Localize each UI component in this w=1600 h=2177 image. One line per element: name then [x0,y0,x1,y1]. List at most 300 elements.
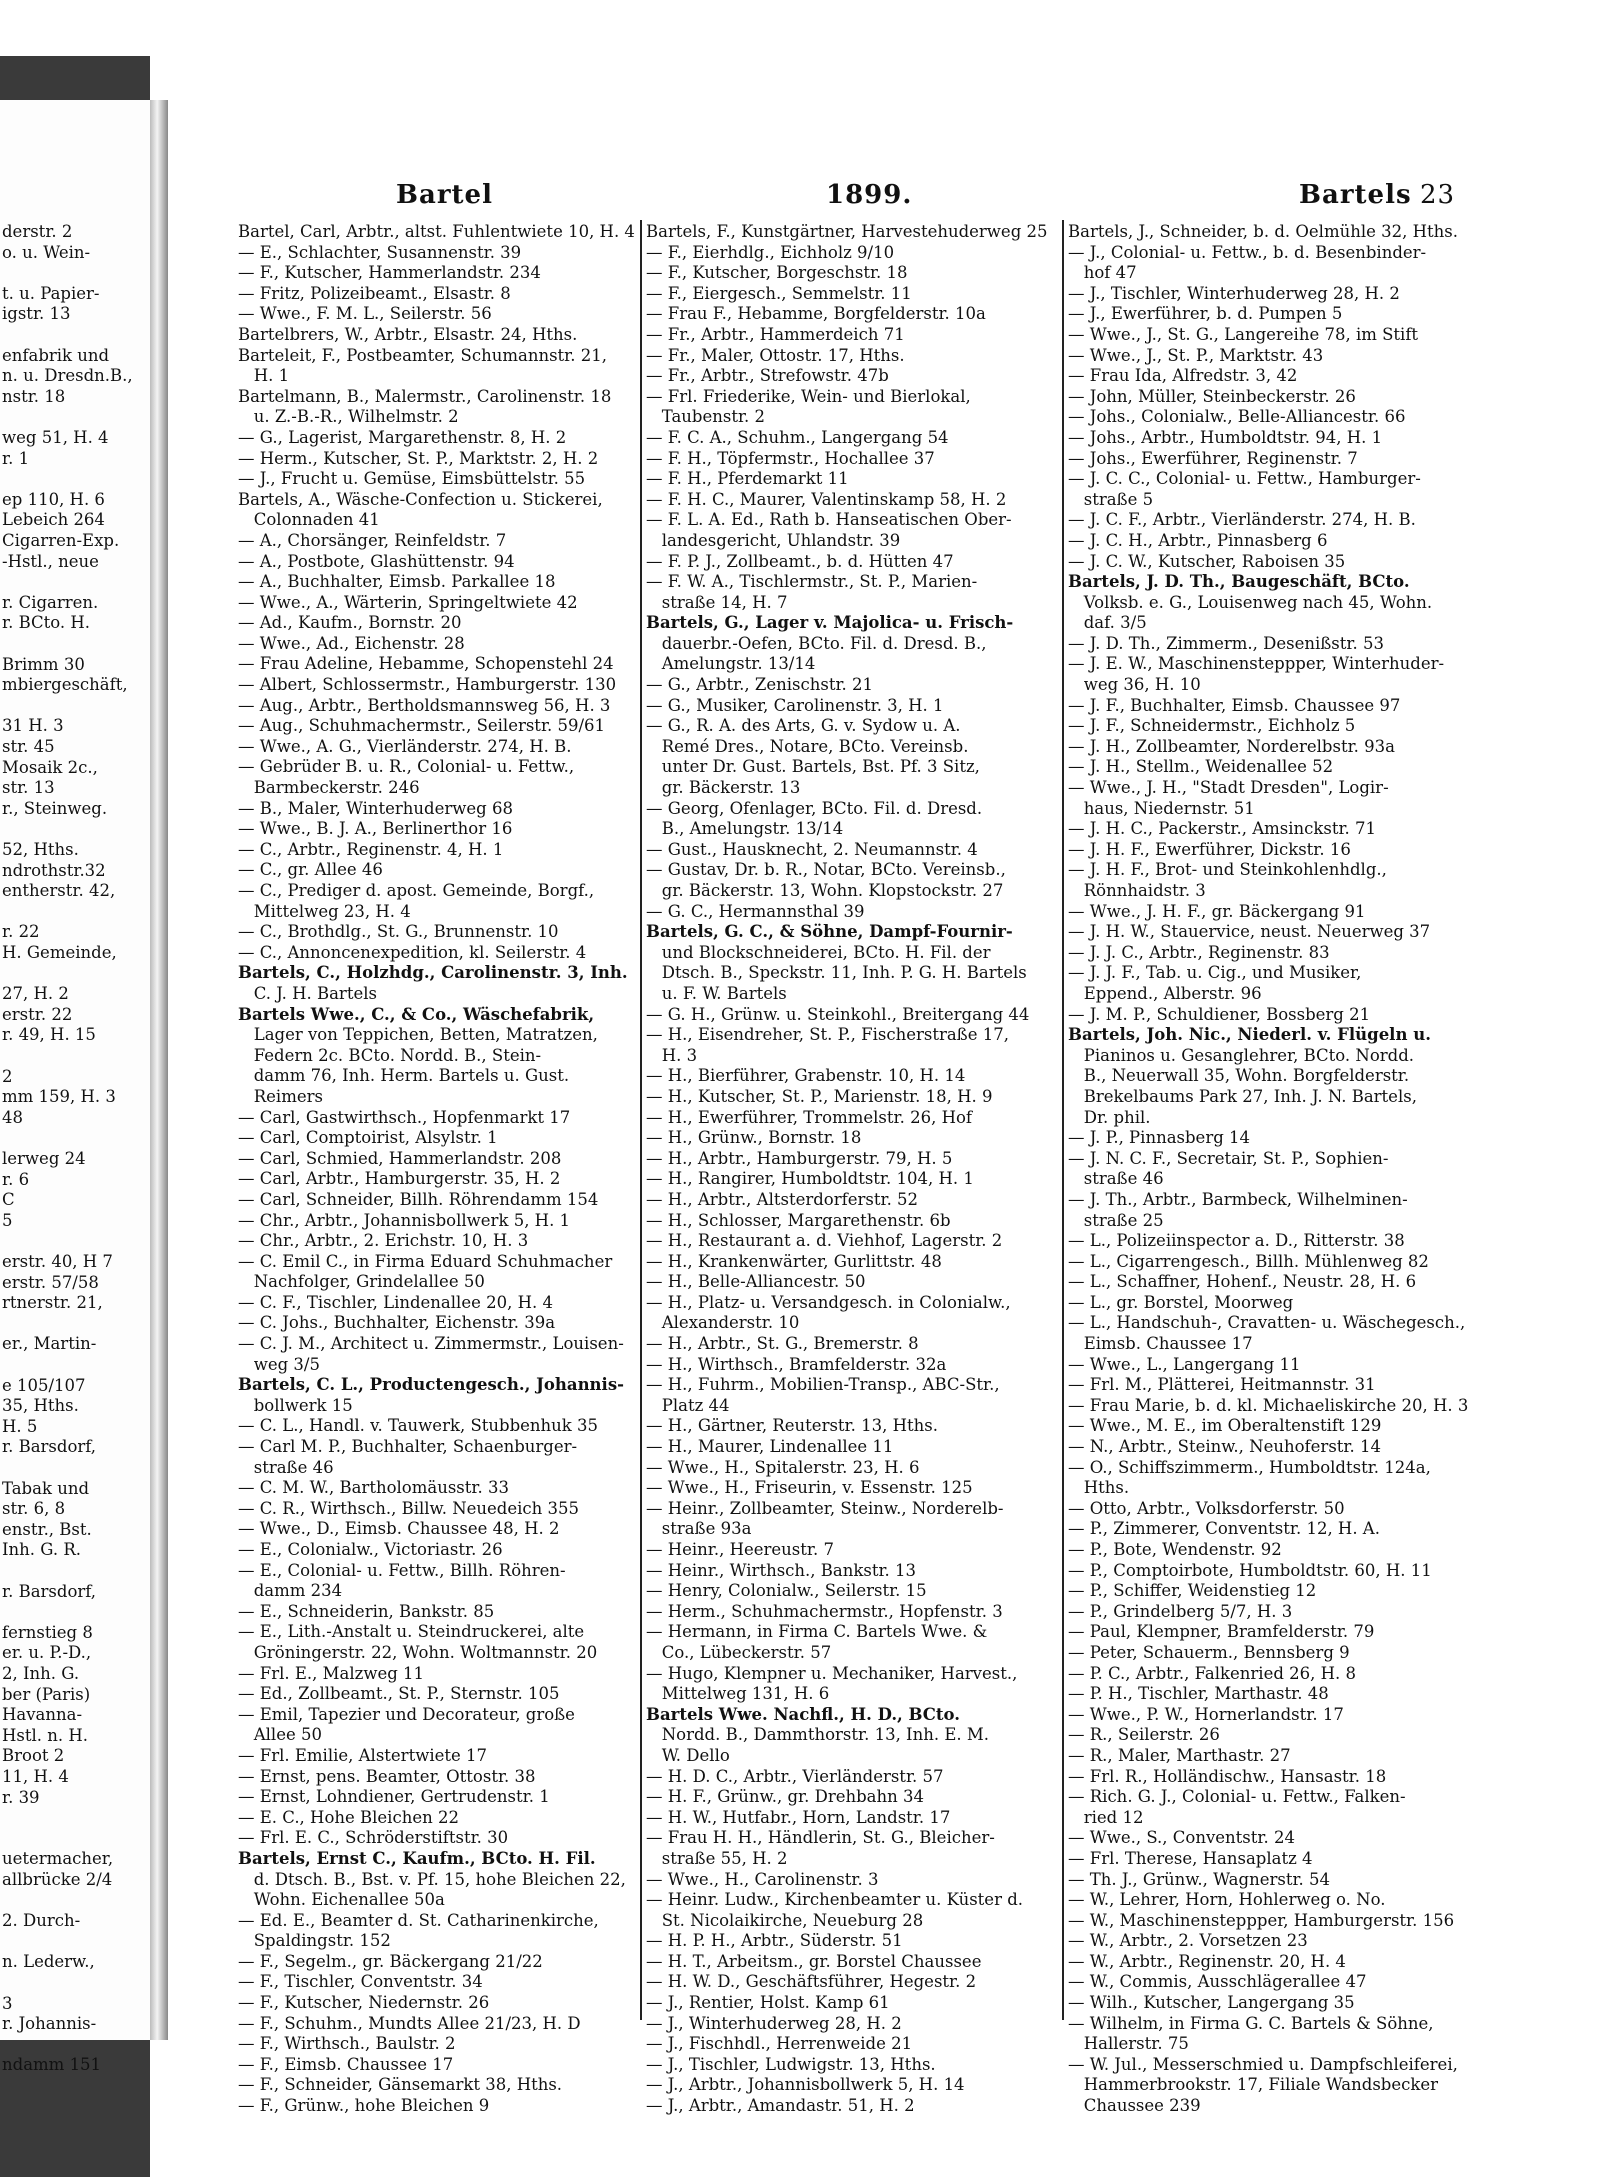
left-page-fragment: derstr. 2 [2,222,73,241]
directory-entry: Bartels, F., Kunstgärtner, Harvestehuderweg 25 [646,222,1048,241]
directory-entry: Mittelweg 23, H. 4 [238,901,411,921]
directory-entry: W. Dello [646,1745,730,1765]
directory-entry: — F., Schuhm., Mundts Allee 21/23, H. D [238,2013,581,2033]
directory-entry: — J. D. Th., Zimmerm., Desenißstr. 53 [1068,633,1384,653]
directory-entry: — Wwe., J., St. G., Langereihe 78, im Stift [1068,324,1419,344]
left-page-fragment: e 105/107 [2,1375,86,1395]
directory-entry: — Chr., Arbtr., 2. Erichstr. 10, H. 3 [238,1231,529,1251]
directory-entry: Remé Dres., Notare, BCto. Vereinsb. [646,736,969,756]
directory-entry: Colonnaden 41 [238,510,380,530]
directory-entry: gr. Bäckerstr. 13, Wohn. Klopstockstr. 27 [646,881,1004,900]
left-page-fragment: nstr. 18 [2,386,66,406]
directory-entry: — J., Frucht u. Gemüse, Eimsbüttelstr. 55 [238,469,586,489]
directory-entry: B., Amelungstr. 13/14 [646,819,844,839]
directory-entry: — Henry, Colonialw., Seilerstr. 15 [646,1581,927,1601]
directory-entry: Bartels, G. C., & Söhne, Dampf-Fournir- [646,922,1013,942]
directory-entry: — J., Arbtr., Johannisbollwerk 5, H. 14 [646,2075,965,2095]
directory-entry: — Johs., Ewerführer, Reginenstr. 7 [1068,448,1358,468]
left-page-edge [0,100,158,2075]
directory-entry: — Frau Adeline, Hebamme, Schopenstehl 24 [238,654,614,674]
directory-entry: Bartels, Ernst C., Kaufm., BCto. H. Fil. [238,1848,596,1868]
directory-entry: — G., Musiker, Carolinenstr. 3, H. 1 [646,695,944,715]
left-page-fragment: Cigarren-Exp. [2,531,120,550]
directory-entry: — H. W., Hutfabr., Horn, Landstr. 17 [646,1807,951,1827]
directory-entry: — J., Tischler, Winterhuderweg 28, H. 2 [1068,283,1400,303]
directory-entry: — Carl, Gastwirthsch., Hopfenmarkt 17 [238,1107,571,1127]
directory-entry: — J. H. W., Stauervice, neust. Neuerweg 37 [1068,922,1431,942]
left-page-fragment: -Hstl., neue [2,551,99,571]
directory-entry: — H., Arbtr., Altsterdorferstr. 52 [646,1189,919,1209]
left-page-fragment: ndamm 151 [2,2055,102,2075]
directory-entry: C. J. H. Bartels [238,983,377,1003]
left-page-fragment: r. 39 [2,1787,40,1807]
directory-entry: unter Dr. Gust. Bartels, Bst. Pf. 3 Sitz, [646,757,980,777]
directory-entry: — Ed., Zollbeamt., St. P., Sternstr. 105 [238,1684,560,1704]
left-page-fragment: erstr. 22 [2,1004,73,1024]
directory-entry: — C., gr. Allee 46 [238,860,383,880]
directory-entry: — A., Chorsänger, Reinfeldstr. 7 [238,530,507,550]
directory-entry: Allee 50 [238,1725,322,1745]
directory-entry: Bartels, J. D. Th., Baugeschäft, BCto. [1068,572,1410,592]
book-spine [150,100,168,2040]
directory-entry: Amelungstr. 13/14 [646,654,816,674]
directory-entry: — Wwe., M. E., im Oberaltenstift 129 [1068,1416,1382,1436]
directory-entry: — F. C. A., Schuhm., Langergang 54 [646,427,949,447]
directory-entry: — Carl M. P., Buchhalter, Schaenburger- [238,1437,578,1457]
directory-entry: — Wwe., F. M. L., Seilerstr. 56 [238,304,492,324]
directory-entry: — Wwe., B. J. A., Berlinerthor 16 [238,819,513,839]
directory-entry: Gröningerstr. 22, Wohn. Woltmannstr. 20 [238,1642,598,1662]
left-page-fragment: r. BCto. H. [2,613,91,633]
left-page-fragment: 27, H. 2 [2,984,69,1004]
directory-entry: — W., Commis, Ausschlägerallee 47 [1068,1972,1367,1992]
directory-entry: — Ernst, pens. Beamter, Ottostr. 38 [238,1766,536,1786]
directory-entry: Nordd. B., Dammthorstr. 13, Inh. E. M. [646,1725,989,1745]
directory-entry: — R., Seilerstr. 26 [1068,1725,1220,1745]
directory-entry: — E., Schlachter, Susannenstr. 39 [238,242,522,262]
directory-entry: — F., Eierhdlg., Eichholz 9/10 [646,242,895,262]
directory-entry: gr. Bäckerstr. 13 [646,778,801,798]
directory-entry: — J. H. C., Packerstr., Amsinckstr. 71 [1068,819,1377,839]
directory-entry: — H., Krankenwärter, Gurlittstr. 48 [646,1251,942,1271]
directory-entry: — Frl. R., Holländischw., Hansastr. 18 [1068,1766,1387,1786]
directory-entry: Dtsch. B., Speckstr. 11, Inh. P. G. H. Bartels [646,963,1027,983]
left-page-fragment: 3 [2,1993,13,2013]
directory-entry: — Hermann, in Firma C. Bartels Wwe. & [646,1622,988,1642]
directory-entry: Mittelweg 131, H. 6 [646,1684,830,1704]
directory-entry: — F. H. C., Maurer, Valentinskamp 58, H. 2 [646,489,1007,509]
directory-entry: Bartels, C. L., Productengesch., Johannis- [238,1375,624,1395]
directory-entry: — H., Gärtner, Reuterstr. 13, Hths. [646,1416,938,1436]
directory-entry: — Gustav, Dr. b. R., Notar, BCto. Vereinsb., [646,860,1006,880]
directory-entry: — Johs., Colonialw., Belle-Alliancestr. 66 [1068,407,1406,427]
left-page-fragment: r. 6 [2,1169,30,1189]
directory-entry: — Wwe., A., Wärterin, Springeltwiete 42 [238,592,578,612]
directory-entry: — O., Schiffszimmerm., Humboldtstr. 124a, [1068,1457,1431,1477]
directory-entry: — Emil, Tapezier und Decorateur, große [238,1704,575,1724]
left-page-fragment: erstr. 40, H 7 [2,1252,113,1271]
directory-entry: — Carl, Schmied, Hammerlandstr. 208 [238,1148,562,1168]
left-page-fragment: o. u. Wein- [2,242,91,262]
directory-entry: d. Dtsch. B., Bst. v. Pf. 15, hohe Bleichen 22, [238,1869,626,1889]
directory-entry: — E., Schneiderin, Bankstr. 85 [238,1601,495,1621]
directory-entry: — Th. J., Grünw., Wagnerstr. 54 [1068,1869,1331,1889]
directory-entry: Brekelbaums Park 27, Inh. J. N. Bartels, [1068,1086,1417,1106]
directory-entry: Bartels, G., Lager v. Majolica- u. Frisch- [646,613,1014,633]
directory-entry: — Wwe., D., Eimsb. Chaussee 48, H. 2 [238,1519,560,1539]
directory-entry: — J., Winterhuderweg 28, H. 2 [646,2013,902,2033]
left-page-fragment: 2 [2,1066,13,1086]
directory-entry: — H., Eisendreher, St. P., Fischerstraße 17, [646,1025,1009,1045]
left-page-fragment: r. Barsdorf, [2,1581,97,1601]
left-page-fragment: 31 H. 3 [2,716,64,736]
directory-entry: — H., Kutscher, St. P., Marienstr. 18, H. 9 [646,1086,993,1106]
directory-entry: Co., Lübeckerstr. 57 [646,1642,832,1662]
directory-entry: damm 76, Inh. Herm. Bartels u. Gust. [238,1066,570,1086]
directory-entry: — H., Belle-Alliancestr. 50 [646,1272,866,1292]
left-page-fragment: r., Steinweg. [2,798,108,818]
directory-entry: — Frl. M., Plätterei, Heitmannstr. 31 [1068,1375,1376,1395]
running-head-right: Bartels [1299,180,1412,210]
directory-entry: — H., Restaurant a. d. Viehhof, Lagerstr. 2 [646,1231,1003,1251]
directory-entry: — C., Arbtr., Reginenstr. 4, H. 1 [238,839,504,859]
directory-entry: — H., Arbtr., Hamburgerstr. 79, H. 5 [646,1148,953,1168]
left-page-fragment: 5 [2,1210,13,1230]
directory-entry: — F., Grünw., hohe Bleichen 9 [238,2096,490,2116]
directory-entry: — F., Kutscher, Niedernstr. 26 [238,1993,490,2013]
directory-entry: — F., Kutscher, Hammerlandstr. 234 [238,263,541,283]
directory-entry: H. 1 [238,366,290,386]
directory-entry: — F. L. A. Ed., Rath b. Hanseatischen Ober- [646,510,1012,530]
left-page-fragment: uetermacher, [2,1849,114,1869]
directory-entry: damm 234 [238,1581,343,1601]
directory-entry: Taubenstr. 2 [646,407,766,427]
directory-entry: — H. T., Arbeitsm., gr. Borstel Chaussee [646,1951,982,1971]
directory-entry: — C., Brothdlg., St. G., Brunnenstr. 10 [238,922,559,942]
directory-entry: — J., Rentier, Holst. Kamp 61 [646,1993,890,2013]
directory-entry: — Fr., Arbtr., Strefowstr. 47b [646,366,889,386]
directory-entry: — A., Postbote, Glashüttenstr. 94 [238,551,515,571]
directory-entry: — J. H. F., Brot- und Steinkohlenhdlg., [1068,860,1387,880]
directory-entry: — Wwe., J., St. P., Marktstr. 43 [1068,345,1324,365]
directory-entry: — Gust., Hausknecht, 2. Neumannstr. 4 [646,839,978,859]
directory-entry: straße 46 [238,1457,334,1477]
left-page-fragment: Hstl. n. H. [2,1725,89,1745]
left-page-fragment: Lebeich 264 [2,510,105,530]
directory-entry: — J. P., Pinnasberg 14 [1068,1128,1251,1148]
directory-entry: — L., Cigarrengesch., Billh. Mühlenweg 82 [1068,1251,1429,1271]
left-page-fragment: n. Lederw., [2,1952,95,1972]
directory-entry: Alexanderstr. 10 [646,1313,800,1333]
page-number: 23 [1420,180,1456,210]
directory-entry: — Gebrüder B. u. R., Colonial- u. Fettw., [238,757,575,777]
directory-entry: — F., Segelm., gr. Bäckergang 21/22 [238,1951,543,1971]
directory-entry: — Frau Ida, Alfredstr. 3, 42 [1068,366,1298,386]
directory-entry: — L., Handschuh-, Cravatten- u. Wäschegesch., [1068,1313,1466,1333]
left-page-fragment: ep 110, H. 6 [2,489,105,509]
directory-entry: — N., Arbtr., Steinw., Neuhoferstr. 14 [1068,1437,1381,1457]
directory-entry: Barmbeckerstr. 246 [238,778,420,798]
directory-entry: — A., Buchhalter, Eimsb. Parkallee 18 [238,572,556,592]
directory-entry: — Paul, Klempner, Bramfelderstr. 79 [1068,1622,1375,1642]
directory-entry: — Fr., Arbtr., Hammerdeich 71 [646,324,905,344]
directory-entry: — Ed. E., Beamter d. St. Catharinenkirche, [238,1910,599,1930]
directory-entry: — John, Müller, Steinbeckerstr. 26 [1068,386,1356,406]
directory-entry: u. F. W. Bartels [646,983,787,1003]
directory-entry: — Aug., Arbtr., Bertholdsmannsweg 56, H. 3 [238,695,611,715]
directory-entry: — C. Emil C., in Firma Eduard Schuhmacher [238,1251,613,1271]
directory-entry: Reimers [238,1086,323,1106]
directory-entry: — E., Lith.-Anstalt u. Steindruckerei, alte [238,1622,585,1642]
directory-entry: Bartels, Joh. Nic., Niederl. v. Flügeln u. [1068,1025,1431,1045]
directory-entry: — Rich. G. J., Colonial- u. Fettw., Falken- [1068,1787,1406,1807]
left-page-fragment: igstr. 13 [2,304,71,324]
directory-entry: — Wwe., H., Spitalerstr. 23, H. 6 [646,1457,920,1477]
directory-entry: — Wwe., J. H. F., gr. Bäckergang 91 [1068,901,1366,921]
left-page-fragment: r. Barsdorf, [2,1437,97,1457]
directory-entry: Pianinos u. Gesanglehrer, BCto. Nordd. [1068,1045,1415,1065]
directory-entry: — G., Arbtr., Zenischstr. 21 [646,675,874,695]
directory-entry: — Frl. E. C., Schröderstiftstr. 30 [238,1828,509,1848]
directory-entry: straße 14, H. 7 [646,592,788,612]
directory-entry: — G. C., Hermannsthal 39 [646,901,865,921]
directory-entry: — F., Tischler, Conventstr. 34 [238,1972,483,1992]
left-page-fragment: er. u. P.-D., [2,1643,92,1663]
directory-entry: — Peter, Schauerm., Bennsberg 9 [1068,1642,1350,1662]
directory-entry: — R., Maler, Marthastr. 27 [1068,1745,1291,1765]
directory-entry: — J. C. C., Colonial- u. Fettw., Hamburger- [1068,469,1421,489]
directory-entry: — P., Zimmerer, Conventstr. 12, H. A. [1068,1519,1380,1539]
left-page-fragment: Mosaik 2c., [2,757,98,777]
left-page-fragment: Havanna- [2,1705,83,1725]
directory-entry: u. Z.-B.-R., Wilhelmstr. 2 [238,407,459,427]
directory-entry: — H., Maurer, Lindenallee 11 [646,1437,894,1457]
left-page-fragment: mbiergeschäft, [2,675,128,695]
directory-entry: St. Nicolaikirche, Neueburg 28 [646,1910,924,1930]
directory-entry: — J. H., Zollbeamter, Norderelbstr. 93a [1068,736,1395,756]
directory-entry: straße 25 [1068,1210,1164,1230]
directory-entry: — J. C. H., Arbtr., Pinnasberg 6 [1068,530,1328,550]
directory-entry: Lager von Teppichen, Betten, Matratzen, [238,1025,598,1045]
directory-column-3 [1068,222,1490,2117]
directory-entry: — W., Arbtr., 2. Vorsetzen 23 [1068,1931,1308,1951]
left-page-fragment: Brimm 30 [2,654,85,674]
directory-entry: Volksb. e. G., Louisenweg nach 45, Wohn. [1068,592,1433,612]
left-page-fragment: 2. Durch- [2,1911,81,1931]
directory-entry: — Wwe., H., Friseurin, v. Essenstr. 125 [646,1478,973,1498]
directory-entry: — H. W. D., Geschäftsführer, Hegestr. 2 [646,1972,977,1992]
directory-entry: — C. F., Tischler, Lindenallee 20, H. 4 [238,1292,553,1312]
directory-entry: — C. J. M., Architect u. Zimmermstr., Louisen- [238,1334,624,1354]
directory-entry: — C., Annoncenexpedition, kl. Seilerstr. 4 [238,942,587,962]
directory-entry: — H., Schlosser, Margarethenstr. 6b [646,1210,951,1230]
directory-entry: H. 3 [646,1045,698,1065]
left-page-fragment: fernstieg 8 [2,1622,93,1642]
directory-entry: — F., Eimsb. Chaussee 17 [238,2054,454,2074]
directory-entry: und Blockschneiderei, BCto. H. Fil. der [646,942,991,962]
directory-entry: Chaussee 239 [1068,2096,1201,2116]
directory-entry: Federn 2c. BCto. Nordd. B., Stein- [238,1045,542,1065]
directory-entry: — C. R., Wirthsch., Billw. Neuedeich 355 [238,1498,580,1518]
directory-entry: Barteleit, F., Postbeamter, Schumannstr. 21, [238,345,607,365]
left-page-fragment: n. u. Dresdn.B., [2,366,133,386]
directory-column-1 [238,222,638,2117]
directory-entry: — F., Eiergesch., Semmelstr. 11 [646,283,912,303]
left-page-fragment: r. Johannis- [2,2014,97,2034]
directory-entry: — H. D. C., Arbtr., Vierländerstr. 57 [646,1766,944,1786]
directory-entry: — H., Platz- u. Versandgesch. in Colonialw., [646,1292,1011,1312]
directory-entry: bollwerk 15 [238,1395,353,1415]
directory-entry: straße 55, H. 2 [646,1848,788,1868]
directory-entry: — Albert, Schlossermstr., Hamburgerstr. 130 [238,675,617,695]
directory-entry: — F., Wirthsch., Baulstr. 2 [238,2034,456,2054]
directory-entry: — C. M. W., Bartholomäusstr. 33 [238,1478,509,1498]
directory-entry: — Wilh., Kutscher, Langergang 35 [1068,1993,1355,2013]
left-page-fragment: entherstr. 42, [2,881,116,901]
directory-entry: — W., Lehrer, Horn, Hohlerweg o. No. [1068,1890,1386,1910]
directory-entry: — E. C., Hohe Bleichen 22 [238,1807,459,1827]
directory-entry: — F. W. A., Tischlermstr., St. P., Marien- [646,572,978,592]
left-page-fragment: lerweg 24 [2,1149,86,1168]
directory-entry: — F., Kutscher, Borgeschstr. 18 [646,263,908,283]
left-page-fragment: 48 [2,1107,23,1127]
directory-entry: — G., Lagerist, Margarethenstr. 8, H. 2 [238,427,567,447]
column-rule [640,220,642,2020]
directory-entry: — Hugo, Klempner u. Mechaniker, Harvest., [646,1663,1018,1683]
directory-entry: — J. N. C. F., Secretair, St. P., Sophien- [1068,1148,1389,1168]
directory-entry: — J. J. F., Tab. u. Cig., und Musiker, [1068,963,1362,983]
directory-entry: — Ad., Kaufm., Bornstr. 20 [238,613,462,633]
left-page-fragment: erstr. 57/58 [2,1272,99,1292]
directory-entry: — Wwe., S., Conventstr. 24 [1068,1828,1295,1848]
left-page-fragment: C [2,1190,15,1210]
directory-entry: — C., Prediger d. apost. Gemeinde, Borgf., [238,881,595,900]
directory-entry: dauerbr.-Oefen, BCto. Fil. d. Dresd. B., [646,633,987,653]
directory-entry: — L., Schaffner, Hohenf., Neustr. 28, H. 6 [1068,1272,1417,1292]
directory-entry: — Frl. E., Malzweg 11 [238,1663,425,1683]
directory-entry: — Wwe., A. G., Vierländerstr. 274, H. B. [238,736,572,756]
directory-entry: Platz 44 [646,1395,730,1415]
directory-entry: Dr. phil. [1068,1107,1151,1127]
directory-entry: — Wwe., H., Carolinenstr. 3 [646,1869,879,1889]
directory-entry: Bartels, C., Holzhdg., Carolinenstr. 3, Inh. [238,963,628,983]
directory-entry: — H. P. H., Arbtr., Süderstr. 51 [646,1931,903,1951]
directory-entry: — Fr., Maler, Ottostr. 17, Hths. [646,345,905,365]
left-page-fragment: ndrothstr.32 [2,860,106,880]
directory-entry: — Frl. Friederike, Wein- und Bierlokal, [646,386,971,406]
left-page-fragment: Tabak und [2,1478,90,1498]
directory-entry: ried 12 [1068,1807,1144,1827]
directory-entry: Wohn. Eichenallee 50a [238,1890,445,1910]
directory-entry: — F. P. J., Zollbeamt., b. d. Hütten 47 [646,551,954,571]
directory-entry: Rönnhaidstr. 3 [1068,881,1206,900]
left-page-fragment: r. Cigarren. [2,592,99,612]
left-page-fragment: 52, Hths. [2,840,79,859]
left-page-fragment: 35, Hths. [2,1396,79,1416]
directory-entry: — J., Colonial- u. Fettw., b. d. Besenbinder- [1068,242,1427,262]
directory-entry: — J. J. C., Arbtr., Reginenstr. 83 [1068,942,1330,962]
directory-entry: — P., Schiffer, Weidenstieg 12 [1068,1581,1317,1601]
directory-entry: — Ernst, Lohndiener, Gertrudenstr. 1 [238,1787,550,1807]
directory-entry: — Fritz, Polizeibeamt., Elsastr. 8 [238,283,511,303]
directory-entry: — Johs., Arbtr., Humboldtstr. 94, H. 1 [1068,427,1383,447]
directory-entry: — J. C. W., Kutscher, Raboisen 35 [1068,551,1346,571]
left-page-fragment: 11, H. 4 [2,1767,69,1786]
directory-entry: — Aug., Schuhmachermstr., Seilerstr. 59/61 [238,716,606,736]
directory-entry: — Heinr., Heereustr. 7 [646,1540,834,1559]
left-page-fragment: t. u. Papier- [2,283,100,303]
directory-entry: Eppend., Alberstr. 96 [1068,983,1262,1003]
directory-entry: straße 93a [646,1519,752,1539]
directory-entry: — Herm., Kutscher, St. P., Marktstr. 2, H. 2 [238,448,599,468]
left-page-fragment: er., Martin- [2,1334,97,1354]
directory-entry: Hammerbrookstr. 17, Filiale Wandsbecker [1068,2075,1439,2095]
left-page-fragment: rtnerstr. 21, [2,1293,103,1313]
left-page-fragment: r. 1 [2,448,30,468]
directory-entry: — H., Grünw., Bornstr. 18 [646,1128,862,1148]
left-page-fragment: r. 49, H. 15 [2,1025,96,1045]
directory-entry: — H., Rangirer, Humboldtstr. 104, H. 1 [646,1169,974,1189]
directory-entry: — Chr., Arbtr., Johannisbollwerk 5, H. 1 [238,1210,571,1230]
directory-entry: daf. 3/5 [1068,613,1147,633]
directory-entry: — Frau H. H., Händlerin, St. G., Bleicher- [646,1828,995,1848]
directory-entry: — P., Comptoirbote, Humboldtstr. 60, H. 11 [1068,1560,1432,1580]
directory-entry: Spaldingstr. 152 [238,1931,391,1951]
left-page-fragment: enstr., Bst. [2,1519,92,1539]
directory-entry: Bartels, J., Schneider, b. d. Oelmühle 32, Hths. [1068,222,1458,241]
directory-entry: — G. H., Grünw. u. Steinkohl., Breitergang 44 [646,1004,1030,1024]
directory-entry: landesgericht, Uhlandstr. 39 [646,530,901,550]
directory-entry: — Georg, Ofenlager, BCto. Fil. d. Dresd. [646,798,983,818]
directory-entry: — J. F., Schneidermstr., Eichholz 5 [1068,716,1356,736]
directory-entry: Eimsb. Chaussee 17 [1068,1334,1253,1354]
directory-entry: straße 5 [1068,489,1154,509]
directory-entry: Bartelmann, B., Malermstr., Carolinenstr. 18 [238,386,612,406]
directory-entry: — J. M. P., Schuldiener, Bossberg 21 [1068,1004,1371,1024]
directory-entry: Hths. [1068,1478,1130,1498]
directory-entry: — J., Fischhdl., Herrenweide 21 [646,2034,913,2054]
directory-entry: — Wilhelm, in Firma G. C. Bartels & Söhne, [1068,2013,1434,2033]
directory-entry: Hallerstr. 75 [1068,2034,1189,2054]
left-page-fragment: str. 45 [2,737,55,756]
directory-entry: — J. H., Stellm., Weidenallee 52 [1068,757,1334,777]
running-head-left: Bartel [396,180,493,210]
directory-entry: — Heinr., Zollbeamter, Steinw., Norderelb- [646,1498,1004,1518]
directory-entry: — Herm., Schuhmachermstr., Hopfenstr. 3 [646,1601,1003,1621]
left-page-fragment: weg 51, H. 4 [2,428,109,447]
directory-entry: Bartels, A., Wäsche-Confection u. Stickerei, [238,489,603,509]
directory-entry: — J., Arbtr., Amandastr. 51, H. 2 [646,2096,915,2116]
directory-entry: — L., gr. Borstel, Moorweg [1068,1292,1294,1312]
left-page-fragment: Broot 2 [2,1746,65,1766]
left-page-fragment: r. 22 [2,922,40,942]
directory-entry: — Wwe., P. W., Hornerlandstr. 17 [1068,1704,1344,1724]
directory-entry: — J., Ewerführer, b. d. Pumpen 5 [1068,304,1343,324]
directory-entry: — Frl. Therese, Hansaplatz 4 [1068,1848,1313,1868]
directory-entry: — F. H., Töpfermstr., Hochallee 37 [646,448,935,468]
directory-entry: — W. Jul., Messerschmied u. Dampfschleiferei, [1068,2054,1458,2074]
directory-entry: — Frau Marie, b. d. kl. Michaeliskirche 20, H. 3 [1068,1395,1469,1415]
directory-entry: — J. H. F., Ewerführer, Dickstr. 16 [1068,839,1351,859]
directory-entry: weg 36, H. 10 [1068,675,1201,695]
directory-entry: — B., Maler, Winterhuderweg 68 [238,798,513,818]
directory-entry: — J. Th., Arbtr., Barmbeck, Wilhelminen- [1068,1189,1408,1209]
directory-entry: — C. L., Handl. v. Tauwerk, Stubbenhuk 35 [238,1416,599,1436]
directory-entry: B., Neuerwall 35, Wohn. Borgfelderstr. [1068,1066,1410,1086]
directory-entry: Bartels Wwe., C., & Co., Wäschefabrik, [238,1004,595,1024]
directory-entry: — J. F., Buchhalter, Eimsb. Chaussee 97 [1068,695,1401,715]
left-page-fragment: enfabrik und [2,345,110,365]
